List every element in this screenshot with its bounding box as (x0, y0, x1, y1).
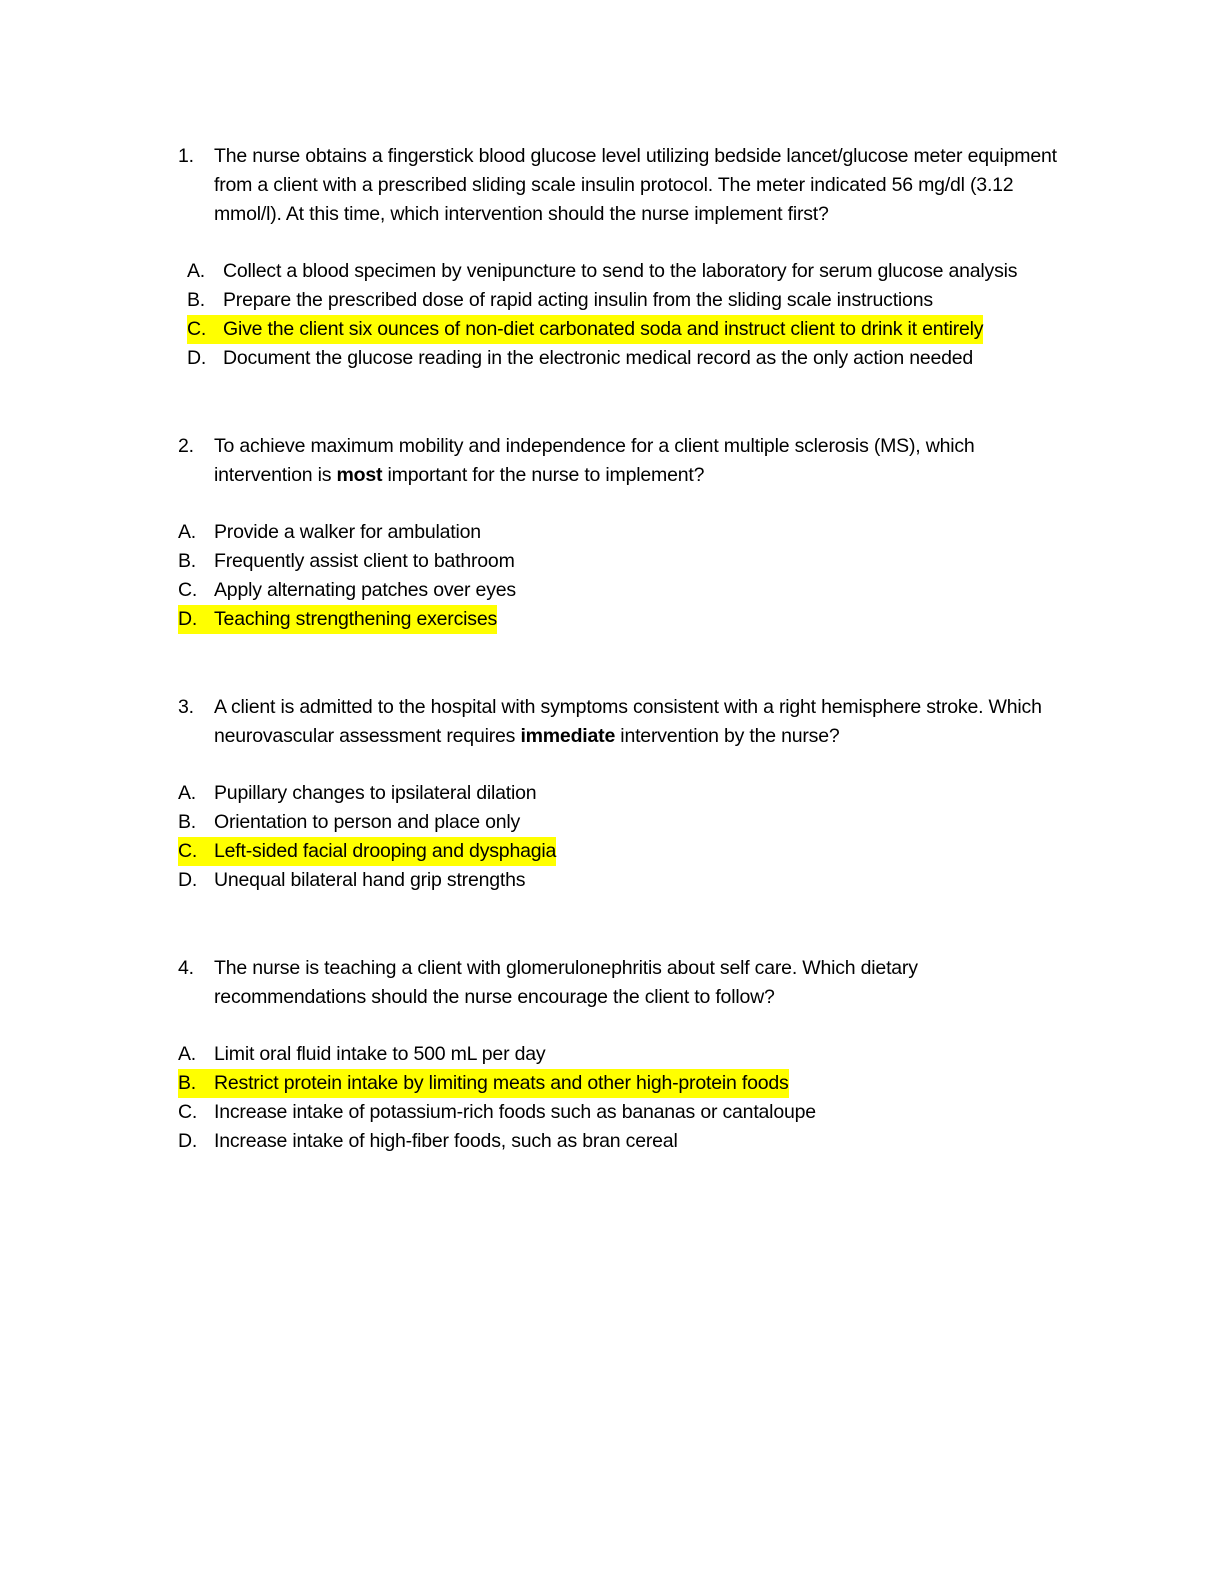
question-stem (178, 954, 1078, 1012)
answer-option-b-highlighted (178, 1069, 1078, 1098)
question-number: 2. (178, 435, 194, 457)
question-4 (178, 954, 1078, 1156)
option-text: Provide a walker for ambulation (214, 521, 481, 543)
option-letter: D. (178, 869, 198, 891)
question-text-part: A client is admitted to the hospital with symptoms consistent with a right hemisphere stroke. Which neurovascular assessment requires (214, 696, 1042, 747)
option-text: Frequently assist client to bathroom (214, 550, 515, 572)
answer-option-d-highlighted (178, 605, 1078, 634)
question-3 (178, 693, 1078, 895)
answer-option-c-highlighted (187, 315, 1078, 344)
option-letter: D. (187, 347, 207, 369)
question-number: 4. (178, 957, 194, 979)
option-letter: A. (178, 521, 197, 543)
question-text (214, 142, 1074, 229)
answer-option-c-highlighted (178, 837, 1078, 866)
question-2 (178, 432, 1078, 634)
option-text: Orientation to person and place only (214, 811, 521, 833)
question-text-part: important for the nurse to implement? (382, 464, 705, 486)
option-letter: B. (178, 811, 197, 833)
answer-option-a (178, 518, 1078, 547)
answer-options (178, 1040, 1078, 1156)
answer-option-d (178, 866, 1078, 895)
question-text (214, 432, 1074, 490)
option-letter: B. (187, 289, 206, 311)
option-text: Increase intake of potassium-rich foods such as bananas or cantaloupe (214, 1101, 816, 1123)
answer-option-a (178, 1040, 1078, 1069)
option-letter: B. (178, 550, 197, 572)
option-letter: D. (178, 1130, 198, 1152)
question-1 (178, 142, 1078, 373)
answer-option-c (178, 1098, 1078, 1127)
option-text: Pupillary changes to ipsilateral dilation (214, 782, 537, 804)
option-letter: C. (178, 1101, 198, 1123)
option-letter: C. (178, 579, 198, 601)
answer-option-d (178, 1127, 1078, 1156)
question-number: 1. (178, 145, 194, 167)
answer-option-a (187, 257, 1078, 286)
option-letter: D. (178, 605, 214, 634)
option-text: Restrict protein intake by limiting meats and other high-protein foods (214, 1069, 789, 1098)
answer-option-c (178, 576, 1078, 605)
answer-option-d (187, 344, 1078, 373)
option-text: Left-sided facial drooping and dysphagia (214, 837, 556, 866)
question-number: 3. (178, 696, 194, 718)
answer-options (178, 257, 1078, 373)
question-stem (178, 142, 1078, 229)
answer-option-b (187, 286, 1078, 315)
answer-options (178, 779, 1078, 895)
answer-options (178, 518, 1078, 634)
option-text: Collect a blood specimen by venipuncture to send to the laboratory for serum glucose analysis (223, 260, 1018, 282)
question-text-part: To achieve maximum mobility and independence for a client multiple sclerosis (MS), which intervention is (214, 435, 975, 486)
question-emphasis: most (336, 464, 383, 486)
question-text-part: intervention by the nurse? (615, 725, 840, 747)
answer-option-b (178, 808, 1078, 837)
option-text: Limit oral fluid intake to 500 mL per day (214, 1043, 546, 1065)
option-text: Increase intake of high-fiber foods, such as bran cereal (214, 1130, 678, 1152)
option-text: Unequal bilateral hand grip strengths (214, 869, 526, 891)
option-text: Document the glucose reading in the electronic medical record as the only action needed (223, 347, 974, 369)
question-text (214, 693, 1074, 751)
option-letter: A. (178, 1043, 197, 1065)
option-letter: C. (187, 315, 223, 344)
question-stem (178, 693, 1078, 751)
question-stem (178, 432, 1078, 490)
option-letter: A. (178, 782, 197, 804)
question-emphasis: immediate (520, 725, 616, 747)
question-text (214, 954, 1074, 1012)
option-letter: B. (178, 1069, 214, 1098)
option-letter: A. (187, 260, 206, 282)
question-text-part: The nurse obtains a fingerstick blood glucose level utilizing bedside lancet/glucose meter equipment from a client with a prescribed sliding scale insulin protocol. The meter indicated 56 mg/dl (3.12 mmol/l). At this time, which intervention should the nurse implement first? (214, 145, 1057, 225)
question-text-part: The nurse is teaching a client with glomerulonephritis about self care. Which dietary recommendations should the nurse encourage the client to follow? (214, 957, 918, 1008)
answer-option-b (178, 547, 1078, 576)
option-letter: C. (178, 837, 214, 866)
option-text: Apply alternating patches over eyes (214, 579, 516, 601)
option-text: Give the client six ounces of non-diet carbonated soda and instruct client to drink it entirely (223, 315, 983, 344)
option-text: Teaching strengthening exercises (214, 605, 497, 634)
option-text: Prepare the prescribed dose of rapid acting insulin from the sliding scale instructions (223, 289, 933, 311)
answer-option-a (178, 779, 1078, 808)
